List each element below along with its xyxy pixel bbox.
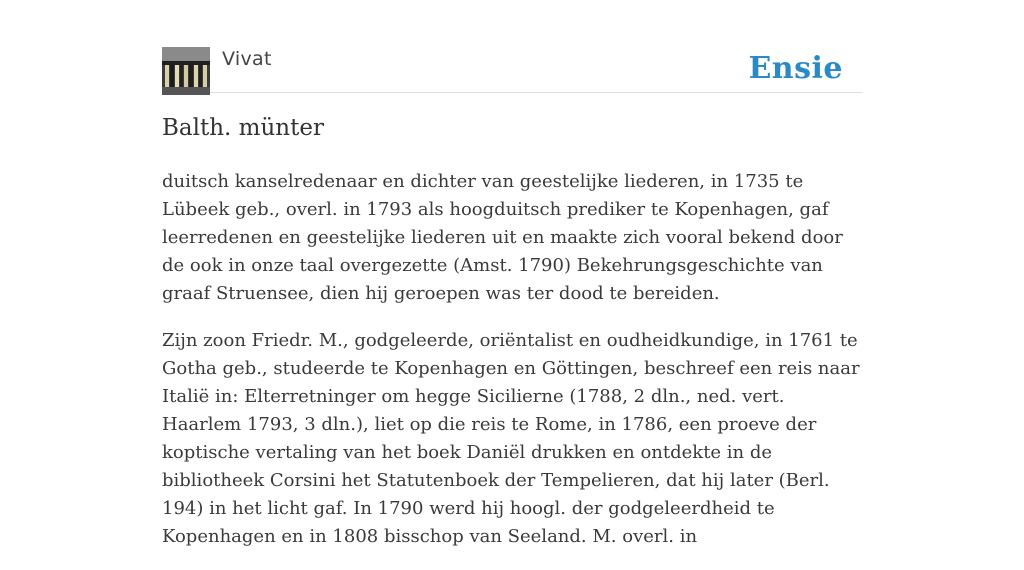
book-spines-icon <box>162 47 210 95</box>
source-name[interactable]: Vivat <box>222 48 272 70</box>
header <box>162 44 862 93</box>
source-avatar[interactable] <box>162 47 210 95</box>
brand-logo[interactable]: Ensie <box>748 51 843 86</box>
article-paragraph: duitsch kanselredenaar en dichter van geestelijke liederen, in 1735 te Lübeek geb., overl. in 1793 als hoogduitsch prediker te Kopenhagen, gaf leerredenen en geestelijke liederen uit en maakte zich vooral bekend door de ook in onze taal overgezette (Amst. 1790) Bekehrungsgeschichte van graaf Struensee, dien hij geroepen was ter dood te bereiden. <box>162 171 843 304</box>
article-body <box>162 168 862 570</box>
article-paragraph: Zijn zoon Friedr. M., godgeleerde, oriëntalist en oudheidkundige, in 1761 te Gotha geb., studeerde te Kopenhagen en Göttingen, beschreef een reis naar Italië in: Elterretninger om hegge Sicilierne (1788, 2 dln., ned. vert. Haarlem 1793, 3 dln.), liet op die reis te Rome, in 1786, een proeve der koptische vertaling van het boek Daniël drukken en ontdekte in de bibliotheek Corsini het Statutenboek der Tempelieren, dat hij later (Berl. 194) in het licht gaf. In 1790 werd hij hoogl. der godgeleerdheid te Kopenhagen en in 1808 bisschop van Seeland. M. overl. in <box>162 330 860 547</box>
page-title: Balth. münter <box>162 115 324 141</box>
